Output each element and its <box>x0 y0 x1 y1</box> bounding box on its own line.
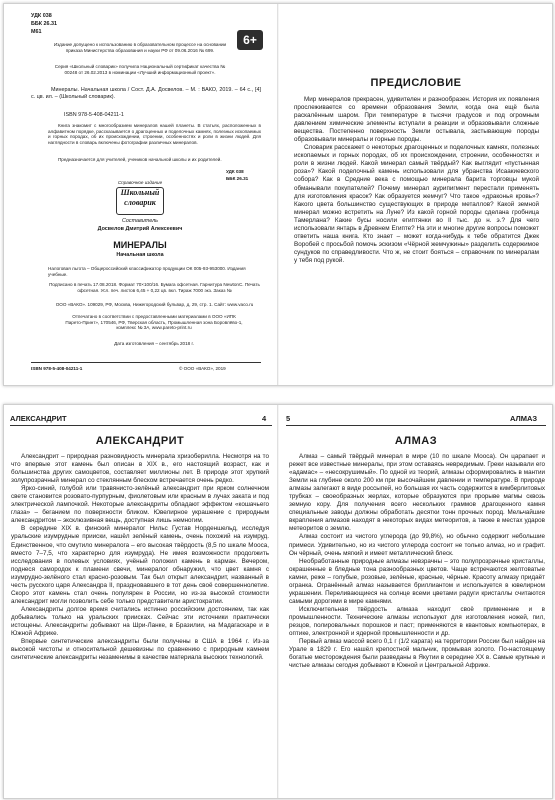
copyright: © ООО «ВАКО», 2019 <box>179 366 226 371</box>
article-paragraph: Впервые синтетические александриты были получены в США в 1964 г. Из-за высокой чистоты и относительной дешевизны по сравнению с природным камнем синтетические александриты незаменимы в качестве материала высоких технологий. <box>11 638 269 662</box>
bbk-top: ББК 26.31 <box>31 21 58 27</box>
age-rating-badge: 6+ <box>237 30 263 50</box>
gutter <box>277 405 279 798</box>
udk-bottom: УДК 038 <box>226 169 244 174</box>
article-body <box>11 453 269 662</box>
page-number: 4 <box>262 414 267 423</box>
page-5 <box>280 405 552 798</box>
article-paragraph: Первый алмаз массой всего 0,1 г (1/2 карата) на территории России был найден на Урале в 1829 г. Его нашёл крепостной мальчик, промывая золото. По-настоящему богатые месторождения были разведаны в Якутии в середине XX в. Самые крупные и чистые алмазы сегодня добывают в Южной и Центральной Африке. <box>289 638 545 670</box>
article-paragraph: Алмаз – самый твёрдый минерал в мире (10 по шкале Мооса). Он царапает и режет все известные минералы, при этом оставаясь невредимым. Греки называли его «адамас» – «несокрушимый». По одной из теорий, алмазы сформировались в мантии Земли на глубине около 200 км при высочайшем давлении и температуре. В природе алмазы залегают в виде россыпей, но большая их часть содержится в кимберлитовых трубках – своеобразных жерлах, которые образуются при прорыве магмы сквозь земную кору. Для получения всего нескольких граммов драгоценного камня специальные заводы должны обработать десятки тонн прочных пород. Мельчайшие вкрапления алмазов находят в некоторых видах метеоритов, а также в местах ударов метеоритов о землю. <box>289 453 545 533</box>
bbk-bottom: ББК 26.31 <box>226 176 249 181</box>
preface-body <box>294 96 539 265</box>
printer-info: Отпечатано в соответствии с предоставленными материалами в ООО «ИПК Парето-Принт», 170546, РФ, Тверская область, Промышленная зона Боровлёво-1, комплекс № 3А, www.pareto-print.ru <box>65 314 243 331</box>
isbn-bottom: ISBN 978-5-408-04211-1 <box>31 366 83 371</box>
article-paragraph: Необработанные природные алмазы невзрачны – это полупрозрачные кристаллы, окрашенные в бледные тона разнообразных цветов. Чаще встречаются желтоватые камни, реже – голубые, розовые, зелёные, красные, чёрные. Красоту алмазу придаёт огранка. Огранённый алмаз называется бриллиантом и используется в ювелирном украшении. Переливающиеся на солнце всеми цветами радуги кристаллы считаются самыми дорогими в мире камнями. <box>289 557 545 605</box>
book-subtitle: Начальная школа <box>116 252 164 258</box>
book-title: МИНЕРАЛЫ <box>113 240 167 250</box>
preface-paragraph: Мир минералов прекрасен, удивителен и разнообразен. История их появления прослеживается со времени образования Земли, когда она ещё была раскалённым шаром. При температуре в тысячи градусов и под огромным давлением химические элементы вступали в реакции и образовывали сложные вещества. Постепенно поверхность Земли остывала, застывающие породы образовывали минералы и горные породы. <box>294 96 539 144</box>
imprint-rule <box>31 362 261 363</box>
article-paragraph: В середине XIX в. финский минералог Нильс Густав Норденшельд, исследуя уральские изумрудные прииски, нашёл зелёный камень, очень похожий на изумруд. Единственное, что смутило минералога – его высокая твёрдость (8,5 по шкале Мооса, вместо 7–7,5, что характерно для изумруда). Не имея возможности продолжить исследования в полевых условиях, учёный положил камень в карман. Вечером, поднеся самородок к пламени свечи, минералог обнаружил, что цвет камня с изумрудно-зелёного стал красно-розовым. Так был открыт александрит, названный в честь русского царя Александра II, праздновавшего в тот день своё совершеннолетие. Скоро этот камень стал очень популярен в России, но из-за высокой стоимости александрит могли позволить себе только представители аристократии. <box>11 525 269 605</box>
tax-code: Налоговая льгота – Общероссийский классификатор продукции ОК 005-93-953000. Издания учебные. <box>48 266 246 277</box>
imprint-page <box>4 4 276 385</box>
article-body <box>289 453 545 670</box>
code-top: М61 <box>31 29 42 35</box>
spread-articles <box>3 404 553 799</box>
isbn-middle: ISBN 978-5-408-04211-1 <box>64 112 124 118</box>
print-info: Подписано в печать 17.08.2018. Формат 70×100/16. Бумага офсетная. Гарнитура NewtonC. Печать офсетная. Усл. печ. листов 6,45 + 0,22 цв. вкл. Тираж 7000 экз. Заказ № <box>49 282 260 293</box>
edition-label: Справочное издание <box>117 180 163 185</box>
preface-paragraph: Словарик расскажет о некоторых драгоценных и поделочных камнях, полезных ископаемых и горных породах, об их происхождении, строении, особенностях и роли в жизни людей. Какой минерал самый твёрдый? Как выглядит «пустынная роза»? Какой поделочный камень использовали для убранства Исаакиевского собора? Как в Средние века с помощью минерала барита торговцы мукой обманывали покупателей? Почему минерал аурипигмент перестали применять для изготовления красок? Как образуется жемчуг? Что такое «драконья кровь»? Какого цвета большинство существующих в природе металлов? Какой земной минерал можно встретить на Луне? Из какой горной породы сделана гробница Тамерлана? Какие бусы носили египтянки во II тыс. до н. э.? Для чего использовали янтарь в Древнем Египте? На эти и многие другие вопросы поможет ответить наша книга. Кто знает – может когда-нибудь к тебе обратится Джек Воробей с просьбой помочь эскизом «Чёрной жемчужины» разделить содержимое сундуков по справедливости. Что ж, не стоит бояться – справочник по минералам у тебя под рукой. <box>294 144 539 264</box>
article-paragraph: Исключительная твёрдость алмаза находит своё применение и в промышленности. Технические алмазы используют для изготовления ножей, пил, резцов, полировальных порошков и паст; применяются в квантовых компьютерах, в оптике, электронной и ядерной промышленности и др. <box>289 605 545 638</box>
page-number: 5 <box>286 414 291 423</box>
compiler-label: Составитель <box>121 218 158 224</box>
article-paragraph: Алмаз состоит из чистого углерода (до 99,8%), но обычно содержит небольшие примеси. Удивительно, но из чистого углерода состоит не только алмаз, но и графит. Он чёрный, очень мягкий и имеет металлический блеск. <box>289 533 545 557</box>
article-paragraph: Александрит – природная разновидность минерала хризоберилла. Несмотря на то что впервые этот камень был описан в XIX в., его настоящий возраст, как и большинства других самоцветов, составляет миллионы лет. В природе этот хрупкий золупрозрачный минерал со стеклянным блеском встречается очень редко. <box>11 453 269 485</box>
page-4 <box>4 405 276 798</box>
logo-line-2: словарик <box>124 198 156 207</box>
running-head: АЛМАЗ <box>510 414 538 423</box>
preface-heading: ПРЕДИСЛОВИЕ <box>370 77 462 89</box>
compiler-name: Досвелов Дмитрий Алексеевич <box>97 226 183 232</box>
release-date: Дата изготовления – сентябрь 2018 г. <box>114 341 194 346</box>
article-paragraph: Ярко-синий, голубой или травянисто-зелёный александрит при ярком солнечном свете становится розовато-пурпурным, фиолетовым или красным в лучах заката и под электрической лампочкой. Некоторые александриты обладают эффектом «кошачьего глаза» – беганием по поверхности бликом. Ювелирное украшение с природным александритом – эксклюзивная вещь, доступная лишь немногим. <box>11 485 269 525</box>
running-head: АЛЕКСАНДРИТ <box>10 414 67 423</box>
series-logo <box>116 187 164 215</box>
annotation-text: Книга знакомит с многообразием минералов нашей планеты. В статьях, расположенных в алфавитном порядке, рассказывается о драгоценных и поделочных камнях, полезных ископаемых и горных породах, об их происхождении, строении, особенностях и роли в жизни людей. Для наглядности в словарь включены фотографии различных минералов. <box>48 123 261 145</box>
spread-title-page <box>3 3 553 386</box>
udk-top: УДК 038 <box>31 13 52 19</box>
article-paragraph: Александриты долгое время считались истинно российским достоянием, так как добывались только на уральских приисках. Сейчас эти источники практически истощены. Александриты добывают на Шри-Ланке, в Бразилии, на Мадагаскаре и в Южной Африке. <box>11 605 269 638</box>
publisher-info: ООО «ВАКО». 109029, РФ, Москва, Нижегородский бульвар, д. 29, стр. 1. Сайт: www.vaco.ru <box>55 302 254 307</box>
gutter <box>277 4 279 385</box>
approval-text: Издание допущено к использованию в образовательном процессе на основании приказа Министерства образования и науки РФ от 09.06.2016 № 699. <box>53 42 227 53</box>
preface-page <box>280 4 552 385</box>
header-rule <box>286 425 546 426</box>
logo-line-1: Школьный <box>120 188 160 197</box>
bibliographic-record: Минералы. Начальная школа / Сост. Д.А. Досвелов. – М. : ВАКО, 2019. – 64 с., [4] с. цв. ил. – (Школьный словарик). <box>31 87 261 100</box>
header-rule <box>10 425 272 426</box>
article-heading: АЛЕКСАНДРИТ <box>95 435 185 447</box>
article-heading: АЛМАЗ <box>394 435 438 447</box>
series-certificate: Серия «Школьный словарик» получила Национальный сертификат качества № 00248 от 26.02.2013 в номинации «Лучший информационный проект». <box>54 64 226 75</box>
audience-text: Предназначается для учителей, учеников начальной школы и их родителей. <box>58 157 222 162</box>
